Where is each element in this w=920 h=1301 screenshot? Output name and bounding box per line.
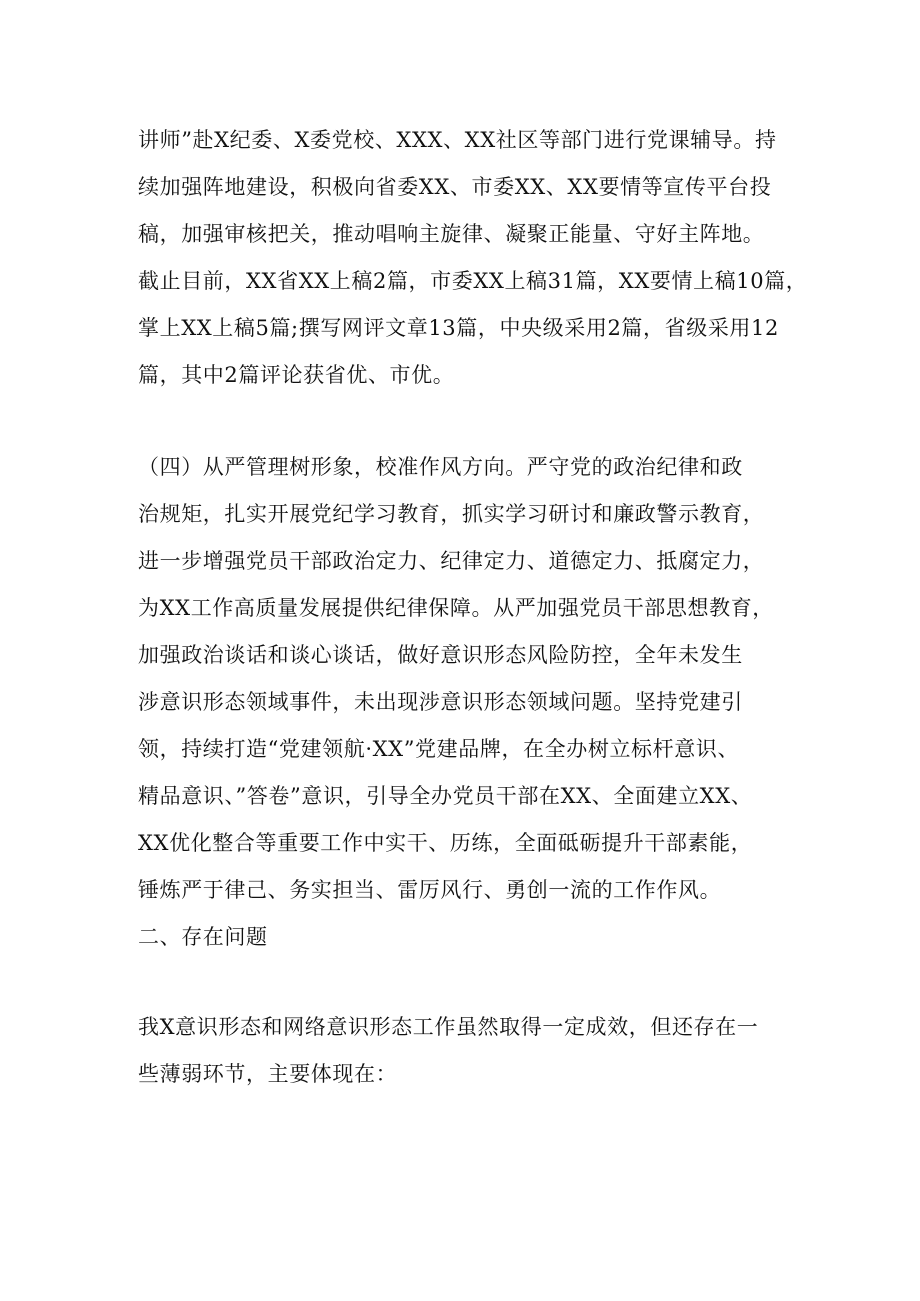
paragraph-3-line-2: 些薄弱环节，主要体现在： xyxy=(138,1062,398,1086)
paragraph-1-line-3: 稿，加强审核把关，推动唱响主旋律、凝聚正能量、守好主阵地。 xyxy=(138,222,765,246)
paragraph-2-line-9: XX优化整合等重要工作中实干、历练，全面砥砺提升干部素能， xyxy=(138,831,753,855)
paragraph-2-line-5: 加强政治谈话和谈心谈话，做好意识形态风险防控，全年未发生 xyxy=(138,643,743,667)
paragraph-2-line-6: 涉意识形态领域事件，未出现涉意识形态领域问题。坚持党建引 xyxy=(138,690,743,714)
paragraph-1-line-4: 截止目前，XX省XX上稿2篇，市委XX上稿31篇，XX要情上稿10篇， xyxy=(138,269,808,293)
paragraph-1-line-5: 掌上XX上稿5篇;撰写网评文章13篇，中央级采用2篇，省级采用12 xyxy=(138,316,779,340)
paragraph-2-line-8: 精品意识、”答卷”意识，引导全办党员干部在XX、全面建立XX、 xyxy=(138,784,753,808)
paragraph-2-line-2: 治规矩，扎实开展党纪学习教育，抓实学习研讨和廉政警示教育， xyxy=(138,502,765,526)
paragraph-3-line-1: 我X意识形态和网络意识形态工作虽然取得一定成效，但还存在一 xyxy=(138,1015,759,1039)
paragraph-2-line-3: 进一步增强党员干部政治定力、纪律定力、道德定力、抵腐定力， xyxy=(138,549,765,573)
paragraph-2-line-4: 为XX工作高质量发展提供纪律保障。从严加强党员干部思想教育， xyxy=(138,596,774,620)
paragraph-2-line-1: （四）从严管理树形象，校准作风方向。严守党的政治纪律和政 xyxy=(138,455,743,479)
paragraph-1-line-6: 篇，其中2篇评论获省优、市优。 xyxy=(138,363,455,387)
section-heading: 二、存在问题 xyxy=(138,925,268,949)
paragraph-1-line-2: 续加强阵地建设，积极向省委XX、市委XX、XX要情等宣传平台投 xyxy=(138,175,772,199)
paragraph-2-line-7: 领，持续打造“党建领航·XX”党建品牌，在全办树立标杆意识、 xyxy=(138,737,740,761)
paragraph-2-line-10: 锤炼严于律己、务实担当、雷厉风行、勇创一流的工作作风。 xyxy=(138,878,722,902)
paragraph-1-line-1: 讲师”赴X纪委、X委党校、XXX、XX社区等部门进行党课辅导。持 xyxy=(138,128,777,152)
